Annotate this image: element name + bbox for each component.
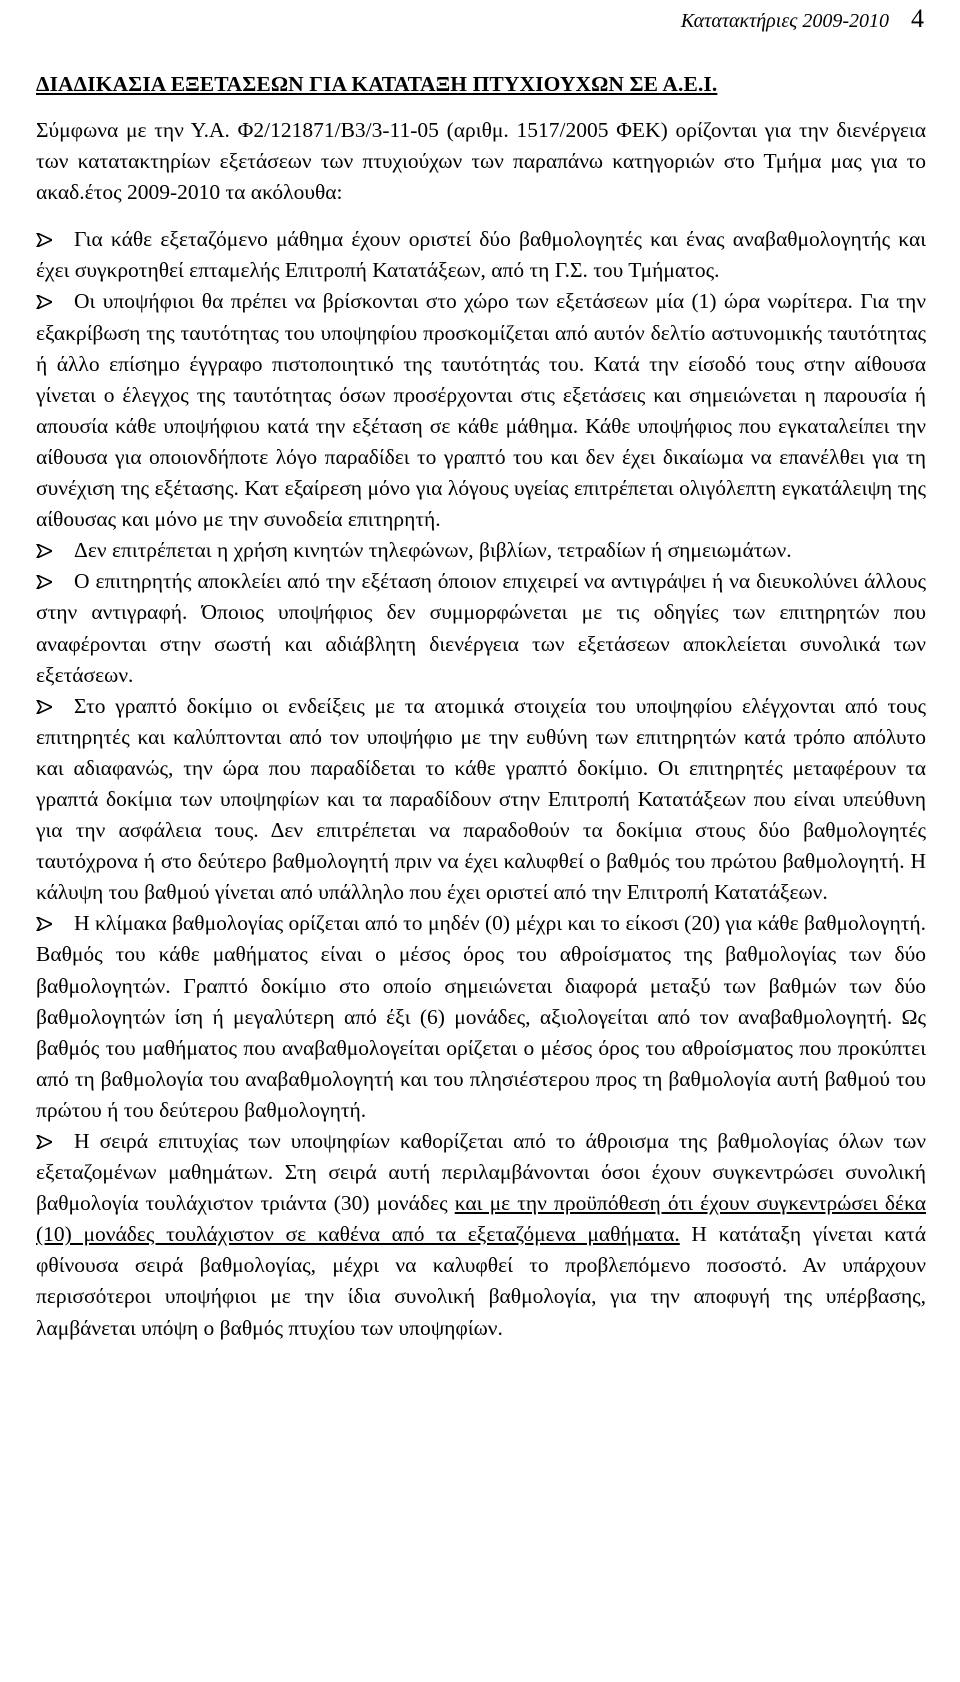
- intro-paragraph: Σύμφωνα με την Υ.Α. Φ2/121871/Β3/3-11-05 (αριθμ. 1517/2005 ΦΕΚ) ορίζονται για την διενέργεια των κατατακτηρίων εξετάσεων των πτυχιούχων των παραπάνω κατηγοριών στο Τμήμα μας για το ακαδ.έτος 2009-2010 τα ακόλουθα:: [36, 118, 926, 205]
- list-item-text: Η σειρά επιτυχίας των υποψηφίων καθορίζεται από το άθροισμα της βαθμολογίας όλων των εξεταζομένων μαθημάτων. Στη σειρά αυτή περιλαμβάνονται όσοι έχουν συγκεντρώσει συνολική βαθμολογία τουλάχιστον τριάντα (30) μονάδες: [36, 1129, 926, 1216]
- section-heading: ΔΙΑΔΙΚΑΣΙΑ ΕΞΕΤΑΣΕΩΝ ΓΙΑ ΚΑΤΑΤΑΞΗ ΠΤΥΧΙΟΥΧΩΝ ΣΕ Α.Ε.Ι.: [36, 72, 718, 96]
- arrowhead-bullet-icon: [36, 233, 52, 247]
- arrowhead-bullet-icon: [36, 575, 52, 589]
- arrowhead-bullet-icon: [36, 544, 52, 558]
- running-title: Κατατακτήριες 2009-2010: [680, 10, 889, 32]
- list-item: [36, 566, 926, 690]
- list-item-text: Η κλίμακα βαθμολογίας ορίζεται από το μηδέν (0) μέχρι και το είκοσι (20) για κάθε βαθμολογητή. Βαθμός του κάθε μαθήματος είναι ο μέσος όρος του αθροίσματος της βαθμολογίας των δύο βαθμολογητών. Γραπτό δοκίμιο στο οποίο σημειώνεται διαφορά μεταξύ των βαθμών των δύο βαθμολογητών ίση ή μεγαλύτερη από έξι (6) μονάδες, αξιολογείται από τον αναβαθμολογητή. Ως βαθμός του μαθήματος που αναβαθμολογείται ορίζεται ο μέσος όρος του αθροίσματος που προκύπτει από τη βαθμολογία του αναβαθμολογητή και του πλησιέστερου προς τη βαθμολογία αυτή βαθμού του πρώτου ή του δεύτερου βαθμολογητή.: [36, 911, 926, 1122]
- list-item-text: Για κάθε εξεταζόμενο μάθημα έχουν οριστεί δύο βαθμολογητές και ένας αναβαθμολογητής και έχει συγκροτηθεί επταμελής Επιτροπή Κατατάξεων, από τη Γ.Σ. του Τμήματος.: [36, 227, 926, 283]
- list-item-text: Οι υποψήφιοι θα πρέπει να βρίσκονται στο χώρο των εξετάσεων μία (1) ώρα νωρίτερα. Για την εξακρίβωση της ταυτότητας του υποψηφίου προσκομίζεται από αυτόν δελτίο αστυνομικής ταυτότητας ή άλλο επίσημο έγγραφο πιστοποιητικό της ταυτότητάς του. Κατά την είσοδό τους στην αίθουσα γίνεται ο έλεγχος της ταυτότητας όσων προσέρχονται στις εξετάσεις και σημειώνεται η παρουσία ή απουσία κάθε υποψήφιου κατά την εξέταση σε κάθε μάθημα. Κάθε υποψήφιος που εγκαταλείπει την αίθουσα για οποιονδήποτε λόγο παραδίδει το γραπτό του και δεν έχει δικαίωμα να επανέλθει για τη συνέχιση της εξέτασης. Κατ εξαίρεση μόνο για λόγους υγείας επιτρέπεται ολιγόλεπτη εγκατάλειψη της αίθουσας και μόνο με την συνοδεία επιτηρητή.: [36, 289, 926, 532]
- arrowhead-bullet-icon: [36, 295, 52, 309]
- list-item-text: Στο γραπτό δοκίμιο οι ενδείξεις με τα ατομικά στοιχεία του υποψηφίου ελέγχονται από τους επιτηρητές και καλύπτονται από τον υποψήφιο με την ευθύνη των επιτηρητών κατά τρόπο απόλυτο και αδιαφανώς, την ώρα που παραδίδεται το κάθε γραπτό δοκίμιο. Οι επιτηρητές μεταφέρουν τα γραπτά δοκίμια των υποψηφίων και τα παραδίδουν στην Επιτροπή Κατατάξεων που είναι υπεύθυνη για την ασφάλεια τους. Δεν επιτρέπεται να παραδοθούν τα δοκίμια στους δύο βαθμολογητές ταυτόχρονα ή στο δεύτερο βαθμολογητή πριν να έχει καλυφθεί ο βαθμός του πρώτου βαθμολογητή. Η κάλυψη του βαθμού γίνεται από υπάλληλο που έχει οριστεί από την Επιτροπή Κατατάξεων.: [36, 693, 926, 905]
- running-header: [681, 4, 924, 34]
- list-item: [36, 908, 926, 1126]
- arrowhead-bullet-icon: [36, 700, 52, 714]
- rules-list: [36, 224, 926, 1343]
- list-item: [36, 224, 926, 286]
- list-item: [36, 1126, 926, 1344]
- underlined-condition-text: και με την προϋπόθεση ότι έχουν συγκεντρώσει δέκα (10) μονάδες τουλάχιστον σε καθένα από τα εξεταζόμενα μαθήματα.: [36, 1191, 926, 1247]
- list-item-text: Η κατάταξη γίνεται κατά φθίνουσα σειρά βαθμολογίας, μέχρι να καλυφθεί το προβλεπόμενο ποσοστό. Αν υπάρχουν περισσότεροι υποψήφιοι με την ίδια συνολική βαθμολογία, για την αποφυγή της υπέρβασης, λαμβάνεται υπόψη ο βαθμός πτυχίου των υποψηφίων.: [36, 1222, 926, 1340]
- list-item-text: Ο επιτηρητής αποκλείει από την εξέταση όποιον επιχειρεί να αντιγράψει ή να διευκολύνει άλλους στην αντιγραφή. Όποιος υποψήφιος δεν συμμορφώνεται με τις οδηγίες των επιτηρητών που αναφέρονται στην σωστή και αδιάβλητη διενέργεια των εξετάσεων αποκλείεται συνολικά των εξετάσεων.: [36, 569, 926, 687]
- list-item: [36, 535, 926, 566]
- arrowhead-bullet-icon: [36, 1135, 52, 1149]
- document-body: [36, 115, 926, 1344]
- list-item: [36, 286, 926, 535]
- arrowhead-bullet-icon: [36, 917, 52, 931]
- list-item-text: Δεν επιτρέπεται η χρήση κινητών τηλεφώνων, βιβλίων, τετραδίων ή σημειωμάτων.: [74, 538, 792, 563]
- page-number: 4: [911, 4, 924, 33]
- list-item: [36, 691, 926, 909]
